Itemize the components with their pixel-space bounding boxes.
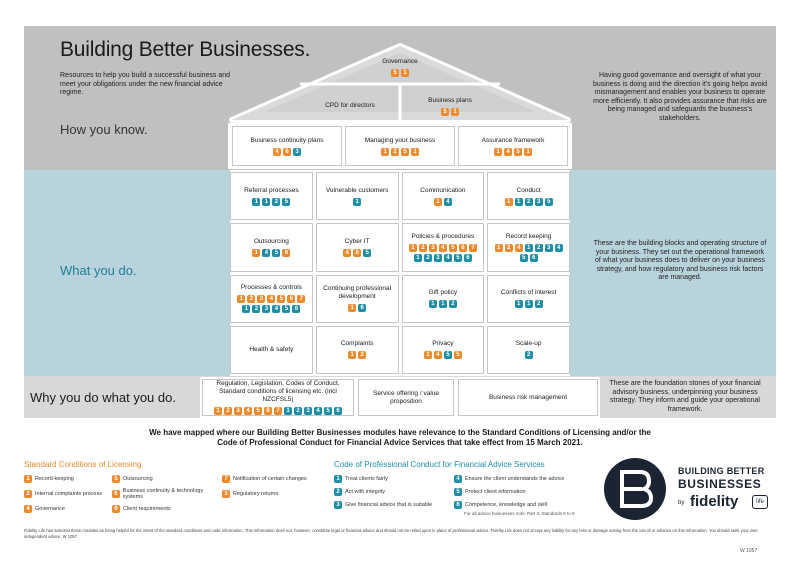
licensing-condition-badge: 4 [434, 351, 442, 359]
licensing-condition-badge: 4 [244, 407, 252, 415]
legend-items [24, 475, 324, 513]
code-standard-badge: 4 [272, 305, 280, 313]
legend-item [454, 475, 584, 483]
legend-item-label: Notification of certain changes [233, 476, 307, 482]
licensing-condition-badge: 4 [267, 295, 275, 303]
badge-group [434, 198, 452, 206]
legend-item [454, 488, 584, 496]
licensing-condition-badge: 7 [297, 295, 305, 303]
bb-logo-icon [604, 458, 666, 520]
code-standard-badge: 6 [454, 501, 462, 509]
licensing-condition-badge: 1 [409, 244, 417, 252]
code-standard-badge: 2 [294, 407, 302, 415]
bb-logo-mark [604, 458, 666, 520]
module-cell [402, 172, 485, 220]
module-cell [487, 172, 570, 220]
cell-label: Business plans [428, 96, 472, 104]
licensing-condition-badge: 5 [514, 148, 522, 156]
code-standard-badge: 4 [314, 407, 322, 415]
legend-item-label: Give financial advice that is suitable [345, 502, 433, 508]
legend-item-label: Governance [35, 506, 65, 512]
code-standard-badge: 1 [525, 300, 533, 308]
cell-label: Vulnerable customers [325, 186, 389, 194]
badge-group [391, 69, 409, 77]
legend-item-label: Protect client information [465, 489, 526, 495]
badge-group [515, 300, 543, 308]
code-standard-badge: 6 [358, 304, 366, 312]
code-standard-badge: 6 [334, 407, 342, 415]
licensing-condition-badge: 3 [234, 407, 242, 415]
licensing-condition-badge: 6 [459, 244, 467, 252]
code-standard-badge: 2 [535, 244, 543, 252]
cell-label: CPD for directors [325, 102, 375, 109]
code-standard-badge: 3 [334, 501, 342, 509]
licensing-condition-badge: 1 [524, 148, 532, 156]
what-you-do-heading: What you do. [60, 263, 137, 278]
module-cell [402, 275, 485, 323]
cell-label: Communication [420, 186, 466, 194]
legend-item-label: Treat clients fairly [345, 476, 388, 482]
licensing-condition-badge: 5 [441, 108, 449, 116]
licensing-condition-badge: 3 [222, 490, 230, 498]
code-standard-badge: 3 [434, 254, 442, 262]
licensing-condition-badge: 6 [112, 505, 120, 513]
code-standard-badge: 4 [454, 475, 462, 483]
badge-group [494, 148, 532, 156]
cell-label: Continuing professional development [323, 285, 392, 301]
module-cell [487, 275, 570, 323]
cell-label: Governance [382, 57, 418, 65]
assurance-cell [458, 126, 568, 166]
module-cell [230, 275, 313, 323]
licensing-condition-badge: 5 [277, 295, 285, 303]
cpd-cell [302, 92, 398, 120]
badge-group [252, 249, 290, 257]
legend-item-label: Competence, knowledge and skill [465, 502, 547, 508]
badge-group [424, 351, 462, 359]
licensing-condition-badge: 1 [505, 198, 513, 206]
cell-label: Outsourcing [253, 237, 289, 245]
module-cell [402, 223, 485, 271]
cell-label: Regulation, Legislation, Codes of Conduct, Standard conditions of licensing etc. (incl NZCFSL5) [216, 380, 340, 403]
legend-item [24, 505, 112, 513]
licensing-condition-badge: 6 [264, 407, 272, 415]
legend-note: For all advice businesses note: Part 3, Standards 6 to 9 [464, 511, 575, 516]
code-standard-badge: 2 [272, 198, 280, 206]
managing-cell [345, 126, 455, 166]
module-cell [487, 326, 570, 374]
code-standard-badge: 5 [272, 249, 280, 257]
licensing-condition-badge: 1 [401, 69, 409, 77]
module-cell [230, 223, 313, 271]
how-you-know-heading: How you know. [60, 122, 148, 137]
cell-label: Assurance framework [481, 136, 545, 144]
legend-item [454, 501, 584, 509]
code-standard-badge: 3 [262, 305, 270, 313]
licensing-condition-badge: 1 [411, 148, 419, 156]
code-standard-badge: 1 [429, 300, 437, 308]
module-cell [230, 326, 313, 374]
module-cell [316, 275, 399, 323]
licensing-condition-badge: 1 [451, 108, 459, 116]
licensing-condition-badge: 6 [282, 249, 290, 257]
cell-label: Conduct [516, 186, 541, 194]
licensing-condition-badge: 5 [454, 351, 462, 359]
business-plans-cell [402, 92, 498, 120]
cell-label: Record keeping [505, 232, 552, 240]
disclaimer: Fidelity Life has selected these modules as being helpful for the intent of the standard conditions and code information. This information does not, however, constitute legal or financial advice and should not be relied upon in place of professional advice. Fidelity Life does not accept any liability for any loss or damage arising from the use of or reliance on this information. You should seek your own independent advice. W 1057 [24, 528, 758, 539]
licensing-condition-badge: 1 [348, 304, 356, 312]
licensing-condition-badge: 1 [237, 295, 245, 303]
code-standard-badge: 5 [520, 254, 528, 262]
legend-item [222, 488, 322, 500]
module-cell [402, 326, 485, 374]
brand-line-1: BUILDING BETTER [678, 466, 765, 476]
code-standard-badge: 6 [464, 254, 472, 262]
badge-group [381, 148, 419, 156]
code-standard-badge: 1 [515, 198, 523, 206]
code-of-conduct-legend [334, 460, 594, 516]
service-offering-cell [358, 379, 454, 416]
operations-description: These are the building blocks and operating structure of your business. They set out the operational framework of what your business does to deliver on your business strategy, and how regulatory and business risk factors are managed. [593, 240, 767, 281]
code-standard-badge: 5 [444, 351, 452, 359]
licensing-condition-badge: 4 [504, 148, 512, 156]
code-standard-badge: 1 [284, 407, 292, 415]
code-standard-badge: 1 [252, 198, 260, 206]
badge-group [234, 295, 308, 313]
badge-group [525, 351, 533, 359]
licensing-condition-badge: 1 [495, 244, 503, 252]
legend-item [334, 475, 454, 483]
cell-label: Service offering / value proposition [373, 389, 439, 405]
code-standard-badge: 2 [424, 254, 432, 262]
cell-label: Gift policy [428, 289, 458, 297]
continuity-cell [232, 126, 342, 166]
licensing-condition-badge: 2 [419, 244, 427, 252]
legend-item [334, 488, 454, 496]
module-cell [316, 172, 399, 220]
code-standard-badge: 2 [334, 488, 342, 496]
code-standard-badge: 4 [444, 198, 452, 206]
licensing-condition-badge: 7 [274, 407, 282, 415]
code-standard-badge: 4 [444, 254, 452, 262]
legend-item-label: Ensure the client understands the advice [465, 476, 565, 482]
cell-label: Processes & controls [240, 284, 302, 292]
legend-items [334, 475, 594, 509]
cell-label: Business continuity plans [250, 136, 324, 144]
operations-grid [230, 172, 570, 374]
legend-item [334, 501, 454, 509]
legend-item [112, 505, 222, 513]
legend-item-label: Record-keeping [35, 476, 74, 482]
brand-by: by [678, 500, 685, 506]
badge-group [343, 249, 371, 257]
code-standard-badge: 2 [252, 305, 260, 313]
licensing-condition-badge: 7 [222, 475, 230, 483]
code-standard-badge: 4 [555, 244, 563, 252]
licensing-condition-badge: 2 [391, 148, 399, 156]
licensing-condition-badge: 1 [494, 148, 502, 156]
code-standard-badge: 3 [545, 244, 553, 252]
badge-group [273, 148, 301, 156]
code-standard-badge: 1 [334, 475, 342, 483]
intro-text: Resources to help you build a successful business and meet your obligations under the new financial advice regime. [60, 72, 231, 96]
licensing-condition-badge: 1 [214, 407, 222, 415]
code-standard-badge: 3 [293, 148, 301, 156]
why-you-do-heading: Why you do what you do. [30, 390, 176, 405]
code-standard-badge: 6 [292, 305, 300, 313]
cell-label: Referral processes [244, 186, 299, 194]
licensing-condition-badge: 2 [505, 244, 513, 252]
licensing-condition-badge: 3 [429, 244, 437, 252]
fidelity-life-mark: life [752, 495, 768, 509]
code-standard-badge: 4 [262, 249, 270, 257]
legend-item-label: Client requirements [123, 506, 171, 512]
mapping-statement: We have mapped where our Building Better Businesses modules have relevance to the Standard Conditions of Licensing and/or the Code of Professional Conduct for Financial Advice Services that take effect from 15 March 2021. [149, 428, 651, 447]
code-standard-badge: 2 [449, 300, 457, 308]
code-standard-badge: 1 [242, 305, 250, 313]
licensing-condition-badge: 2 [24, 490, 32, 498]
badge-group [441, 108, 459, 116]
badge-group [353, 198, 361, 206]
licensing-condition-badge: 6 [112, 490, 120, 498]
badge-group [252, 198, 290, 206]
licensing-condition-badge: 6 [353, 249, 361, 257]
licensing-condition-badge: 5 [391, 69, 399, 77]
badge-group [429, 300, 457, 308]
cell-label: Health & safety [249, 345, 294, 353]
cell-label: Complaints [340, 340, 374, 348]
licensing-condition-badge: 2 [224, 407, 232, 415]
module-cell [316, 223, 399, 271]
cell-label: Business risk management [488, 393, 568, 401]
licensing-condition-badge: 2 [358, 351, 366, 359]
code-standard-badge: 2 [525, 351, 533, 359]
legend-item [24, 488, 112, 500]
module-cell [487, 223, 570, 271]
licensing-condition-badge: 1 [424, 351, 432, 359]
licensing-condition-badge: 1 [381, 148, 389, 156]
licensing-condition-badge: 4 [515, 244, 523, 252]
cell-label: Managing your business [364, 136, 436, 144]
licensing-condition-badge: 6 [287, 295, 295, 303]
code-standard-badge: 1 [353, 198, 361, 206]
code-standard-badge: 3 [535, 198, 543, 206]
page-title: Building Better Businesses. [60, 38, 311, 61]
cell-label: Conflicts of interest [500, 289, 557, 297]
code-standard-badge: 3 [304, 407, 312, 415]
code-standard-badge: 5 [282, 198, 290, 206]
governance-cell [364, 54, 436, 80]
legend-item [112, 488, 222, 500]
code-standard-badge: 5 [324, 407, 332, 415]
licensing-condition-badge: 3 [257, 295, 265, 303]
licensing-condition-badge: 5 [112, 475, 120, 483]
licensing-condition-badge: 5 [449, 244, 457, 252]
code-standard-badge: 5 [545, 198, 553, 206]
legend-item-label: Outsourcing [123, 476, 153, 482]
module-cell [316, 326, 399, 374]
licensing-condition-badge: 1 [24, 475, 32, 483]
licensing-condition-badge: 4 [343, 249, 351, 257]
cell-label: Privacy [432, 340, 454, 348]
code-standard-badge: 2 [525, 198, 533, 206]
badge-group [348, 351, 366, 359]
code-standard-badge: 5 [454, 488, 462, 496]
legend-item-label: Act with integrity [345, 489, 386, 495]
licensing-condition-badge: 1 [252, 249, 260, 257]
cell-label: Scale-up [515, 340, 542, 348]
licensing-condition-badge: 5 [254, 407, 262, 415]
legend-item [112, 475, 222, 483]
licensing-condition-badge: 5 [401, 148, 409, 156]
governance-description: Having good governance and oversight of what your business is doing and the direction it's going helps avoid mismanagement and enables your business to operate more efficiently. It also provides assurance that risks are being managed and safeguards the business's stakeholders. [592, 72, 768, 122]
licensing-condition-badge: 1 [348, 351, 356, 359]
badge-group [406, 244, 480, 262]
badge-group [214, 407, 342, 415]
brand-line-2: BUSINESSES [678, 477, 762, 491]
regulation-cell [202, 379, 354, 416]
standard-conditions-legend [24, 460, 324, 513]
document-code: W 1057 [740, 548, 758, 554]
code-standard-badge: 1 [414, 254, 422, 262]
legend-item [222, 475, 322, 483]
badge-group [348, 304, 366, 312]
code-standard-badge: 1 [262, 198, 270, 206]
legend-item [24, 475, 112, 483]
badge-group [505, 198, 553, 206]
cell-label: Policies & procedures [411, 232, 475, 240]
code-standard-badge: 2 [535, 300, 543, 308]
licensing-condition-badge: 4 [439, 244, 447, 252]
badge-group [492, 244, 566, 262]
code-standard-badge: 6 [530, 254, 538, 262]
code-standard-badge: 1 [525, 244, 533, 252]
licensing-condition-badge: 4 [273, 148, 281, 156]
code-standard-badge: 1 [439, 300, 447, 308]
licensing-condition-badge: 7 [469, 244, 477, 252]
legend-item-label: Regulatory returns [233, 491, 279, 497]
licensing-condition-badge: 6 [283, 148, 291, 156]
code-standard-badge: 5 [363, 249, 371, 257]
legend-title: Code of Professional Conduct for Financial Advice Services [334, 460, 545, 469]
brand-fidelity: fidelity [690, 493, 739, 510]
risk-management-cell [458, 379, 598, 416]
code-standard-badge: 5 [454, 254, 462, 262]
code-standard-badge: 5 [282, 305, 290, 313]
cell-label: Cyber IT [344, 237, 370, 245]
licensing-condition-badge: 4 [24, 505, 32, 513]
module-cell [230, 172, 313, 220]
licensing-condition-badge: 1 [434, 198, 442, 206]
licensing-condition-badge: 2 [247, 295, 255, 303]
code-standard-badge: 1 [515, 300, 523, 308]
legend-item-label: Business continuity & technology systems [122, 488, 204, 500]
legend-title: Standard Conditions of Licensing. [24, 460, 144, 469]
foundation-description: These are the foundation stones of your financial advisory business, underpinning your business strategy. They inform and guide your operational framework. [609, 380, 761, 413]
legend-item-label: Internal complaints process [35, 491, 102, 497]
